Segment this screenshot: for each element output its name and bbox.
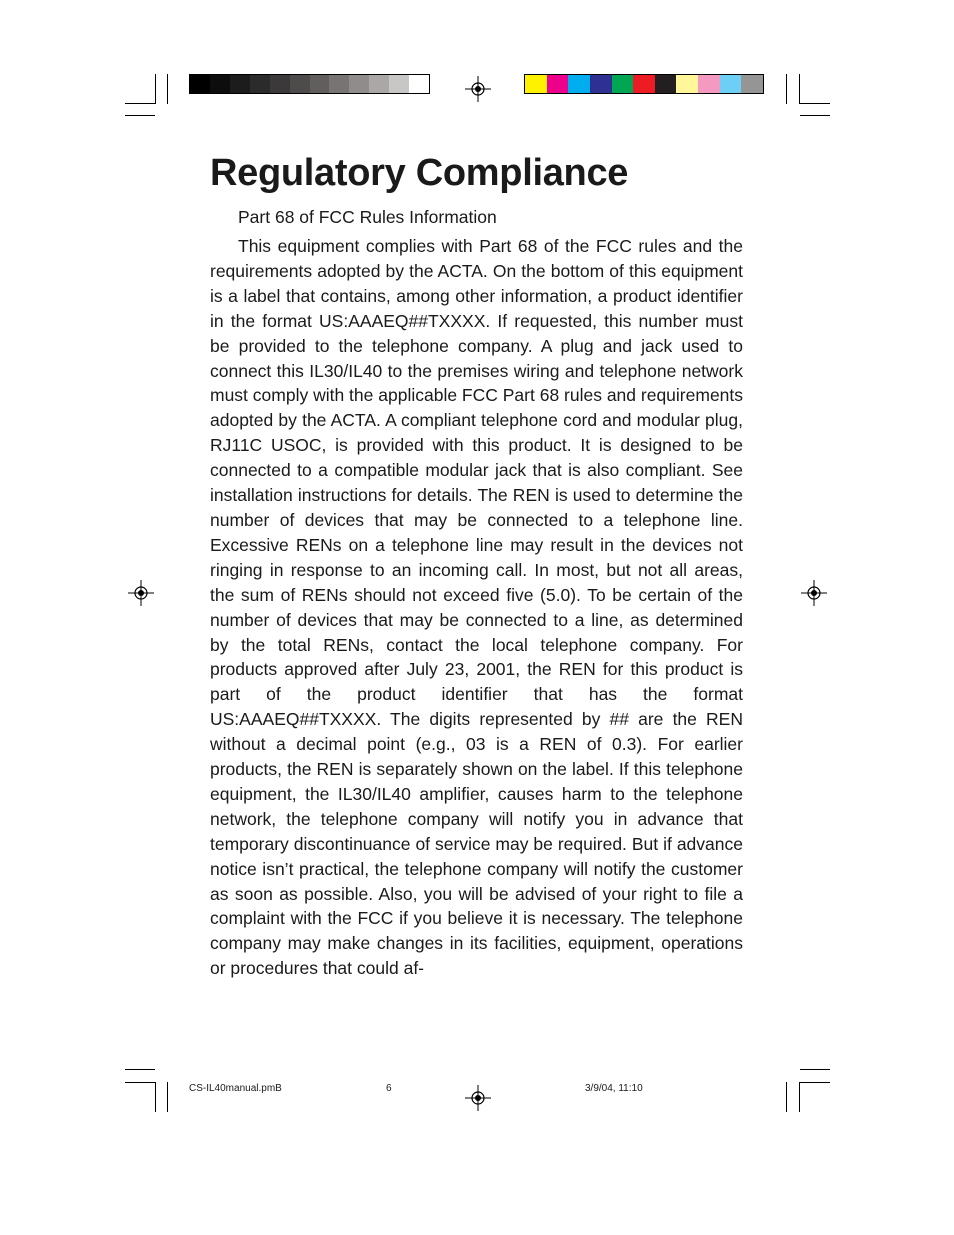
crop-mark bbox=[799, 74, 800, 104]
registration-mark-icon bbox=[465, 76, 491, 102]
color-swatch bbox=[676, 75, 698, 93]
color-swatch bbox=[250, 75, 270, 93]
crop-mark bbox=[125, 1082, 155, 1083]
section-subheading: Part 68 of FCC Rules Information bbox=[238, 207, 497, 227]
color-swatch bbox=[720, 75, 742, 93]
crop-mark bbox=[155, 1082, 156, 1112]
color-swatch bbox=[329, 75, 349, 93]
page-title: Regulatory Compliance bbox=[210, 152, 629, 194]
crop-mark bbox=[155, 74, 156, 104]
crop-mark bbox=[125, 103, 155, 104]
color-swatch bbox=[270, 75, 290, 93]
crop-mark bbox=[125, 115, 155, 116]
crop-mark bbox=[167, 74, 168, 104]
footer-filename: CS-IL40manual.pmB bbox=[189, 1083, 282, 1094]
color-swatch bbox=[310, 75, 330, 93]
footer-timestamp: 3/9/04, 11:10 bbox=[585, 1083, 643, 1094]
color-swatch bbox=[590, 75, 612, 93]
registration-mark-icon bbox=[128, 580, 154, 606]
color-swatch bbox=[633, 75, 655, 93]
color-swatch bbox=[349, 75, 369, 93]
color-swatch bbox=[409, 75, 429, 93]
color-swatch bbox=[698, 75, 720, 93]
crop-mark bbox=[786, 74, 787, 104]
color-swatch bbox=[741, 75, 763, 93]
color-swatch bbox=[525, 75, 547, 93]
color-swatch bbox=[389, 75, 409, 93]
color-swatch bbox=[612, 75, 634, 93]
registration-mark-icon bbox=[801, 580, 827, 606]
crop-mark bbox=[125, 1069, 155, 1070]
crop-mark bbox=[799, 1082, 800, 1112]
crop-mark bbox=[800, 1082, 830, 1083]
body-paragraph: This equipment complies with Part 68 of the FCC rules and the requirements adopted by the ACTA. On the bottom of this equipment is a label that contains, among other information, a product identifier in the format US:AAAEQ##TXXXX. If requested, this number must be provided to the telephone company. A plug and jack used to connect this IL30/IL40 to the premises wiring and telephone network must comply with the applicable FCC Part 68 rules and requirements adopted by the ACTA. A compliant telephone cord and modular plug, RJ11C USOC, is provided with this product. It is designed to be connected to a compatible modular jack that is also compliant. See installation instructions for details. The REN is used to determine the number of devices that may be connected to a telephone line. Excessive RENs on a telephone line may result in the devices not ringing in response to an incoming call. In most, but not all areas, the sum of RENs should not exceed five (5.0). To be certain of the number of devices that may be connected to a line, as determined by the total RENs, contact the local telephone company. For products approved after July 23, 2001, the REN for this product is part of the product identifier that has the format US:AAAEQ##TXXXX. The digits represented by ## are the REN without a decimal point (e.g., 03 is a REN of 0.3). For earlier products, the REN is separately shown on the label. If this telephone equipment, the IL30/IL40 amplifier, causes harm to the telephone network, the telephone company will notify you in advance that temporary discontinuance of service may be required. But if advance notice isn’t practical, the telephone company will notify the customer as soon as possible. Also, you will be advised of your right to file a complaint with the FCC if you believe it is necessary. The telephone company may make changes in its facilities, equipment, operations or procedures that could af- bbox=[210, 236, 744, 979]
color-swatch bbox=[369, 75, 389, 93]
crop-mark bbox=[167, 1082, 168, 1112]
color-swatch bbox=[290, 75, 310, 93]
color-swatch bbox=[210, 75, 230, 93]
color-calibration-bar bbox=[524, 74, 764, 94]
crop-mark bbox=[800, 103, 830, 104]
color-swatch bbox=[547, 75, 569, 93]
crop-mark bbox=[786, 1082, 787, 1112]
color-swatch bbox=[568, 75, 590, 93]
grayscale-calibration-bar bbox=[189, 74, 430, 94]
crop-mark bbox=[800, 115, 830, 116]
crop-mark bbox=[800, 1069, 830, 1070]
color-swatch bbox=[655, 75, 677, 93]
footer-page-number: 6 bbox=[386, 1083, 392, 1094]
color-swatch bbox=[230, 75, 250, 93]
color-swatch bbox=[190, 75, 210, 93]
registration-mark-icon bbox=[465, 1085, 491, 1111]
